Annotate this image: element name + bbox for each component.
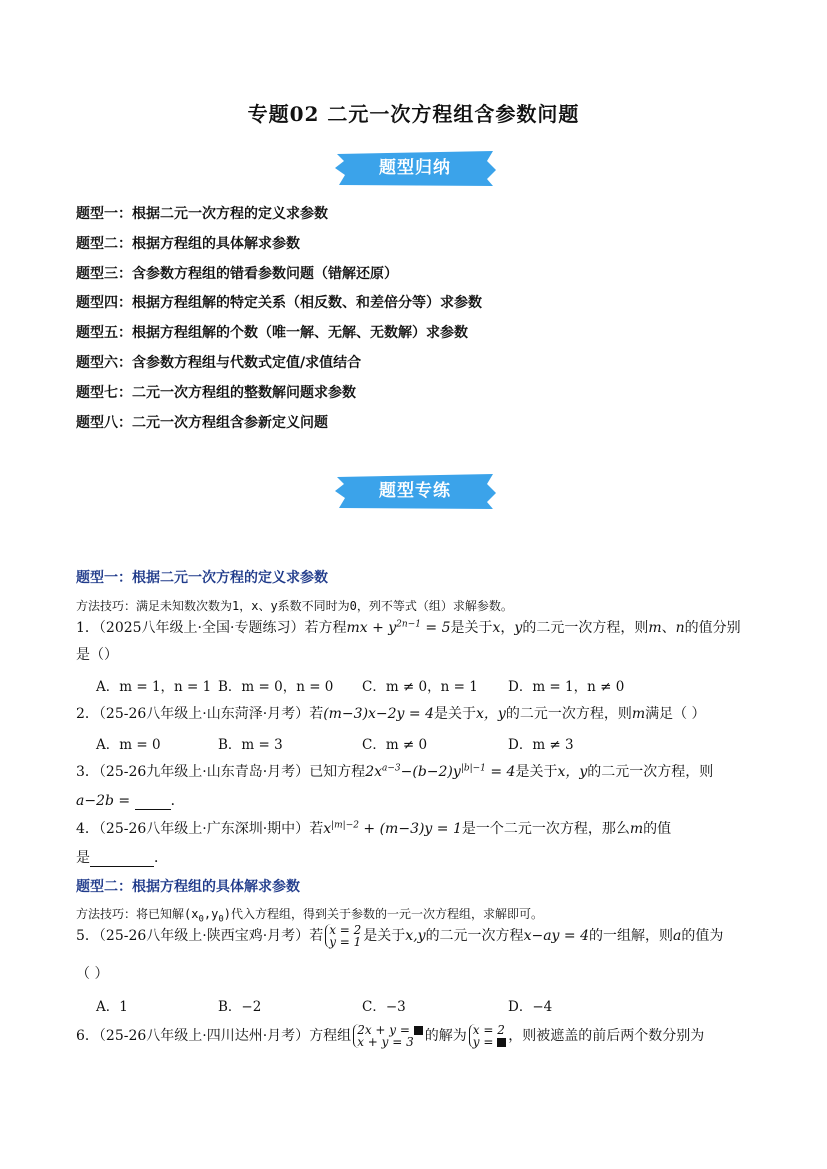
banner-summary — [333, 148, 497, 188]
q2-option-b: B．m = 3 — [218, 737, 283, 753]
toc-item-6: 题型六：含参数方程组与代数式定值/求值结合 — [76, 355, 362, 371]
question-6: 6．（25-26八年级上·四川达州·月考）方程组 2x + y = x + y = 3 的解为 x = 2 y = ，则被遮盖的前后两个数分别为 — [76, 1023, 705, 1049]
q1-option-d: D．m = 1，n ≠ 0 — [508, 679, 625, 695]
section-1-tip: 方法技巧：满足未知数次数为1，x、y系数不同时为0，列不等式（组）求解参数。 — [76, 599, 513, 613]
toc-item-7: 题型七：二元一次方程组的整数解问题求参数 — [76, 385, 356, 401]
question-1: 1．（2025八年级上·全国·专题练习）若方程mx + $y^{2n-1} = 5$是关于x，y的二元一次方程，则m、n的值分别 — [76, 619, 741, 636]
toc-item-3: 题型三：含参数方程组的错看参数问题（错解还原） — [76, 266, 398, 282]
masked-number — [497, 1038, 506, 1047]
solution-system: x = 2 y = — [469, 1024, 506, 1048]
question-4: 4．（25-26八年级上·广东深圳·期中）若$x^{|m|-2} + (m-3)y = 1$是一个二元一次方程，那么m的值 — [76, 820, 672, 837]
toc-item-2: 题型二：根据方程组的具体解求参数 — [76, 236, 300, 252]
section-2-tip: 方法技巧：将已知解$(x_0,y_0)$代入方程组，得到关于参数的一元一次方程组，求解即可。 — [76, 907, 543, 925]
toc-item-8: 题型八：二元一次方程组含参新定义问题 — [76, 415, 328, 431]
q5-option-a: A．1 — [96, 999, 128, 1015]
question-5: 5．（25-26八年级上·陕西宝鸡·月考）若 x = 2 y = 1 是关于x,y的二元一次方程x−ay = 4的一组解，则a的值为 — [76, 923, 724, 949]
q1-option-c: C．m ≠ 0，n = 1 — [362, 679, 478, 695]
equation-system: x = 2 y = 1 — [325, 924, 361, 948]
question-3-line2: a−2b = ． — [76, 793, 185, 809]
question-4-line2: 是 ． — [76, 850, 168, 866]
q2-option-d: D．m ≠ 3 — [508, 737, 574, 753]
question-3: 3．（25-26九年级上·山东青岛·月考）已知方程$2x^{a-3}-(b-2)y^{|b|-1} = 4$是关于x，y的二元一次方程，则 — [76, 763, 714, 780]
q5-option-b: B．−2 — [218, 999, 262, 1015]
q1-option-b: B．m = 0，n = 0 — [218, 679, 334, 695]
answer-blank[interactable] — [135, 793, 171, 810]
section-2-title: 题型二：根据方程组的具体解求参数 — [76, 879, 300, 895]
q2-option-a: A．m = 0 — [96, 737, 161, 753]
banner-practice-label: 题型专练 — [379, 481, 451, 501]
toc-item-5: 题型五：根据方程组解的个数（唯一解、无解、无数解）求参数 — [76, 325, 468, 341]
question-1-line2: 是（） — [76, 647, 118, 663]
section-1-title: 题型一：根据二元一次方程的定义求参数 — [76, 570, 328, 586]
question-2: 2．（25-26八年级上·山东菏泽·月考）若(m−3)x−2y = 4是关于x，y的二元一次方程，则m满足（ ） — [76, 706, 706, 722]
q5-option-c: C．−3 — [362, 999, 406, 1015]
masked-number — [414, 1026, 423, 1035]
toc-item-1: 题型一：根据二元一次方程的定义求参数 — [76, 206, 328, 222]
q2-option-c: C．m ≠ 0 — [362, 737, 428, 753]
equation-system: 2x + y = x + y = 3 — [353, 1024, 423, 1048]
q1-option-a: A．m = 1，n = 1 — [96, 679, 212, 695]
question-5-line2: （ ） — [76, 966, 109, 982]
banner-summary-label: 题型归纳 — [379, 158, 451, 178]
q5-option-d: D．−4 — [508, 999, 553, 1015]
banner-practice — [333, 471, 497, 511]
page-title: 专题02 二元一次方程组含参数问题 — [247, 102, 580, 126]
answer-blank[interactable] — [90, 850, 154, 867]
toc-item-4: 题型四：根据方程组解的特定关系（相反数、和差倍分等）求参数 — [76, 295, 482, 311]
